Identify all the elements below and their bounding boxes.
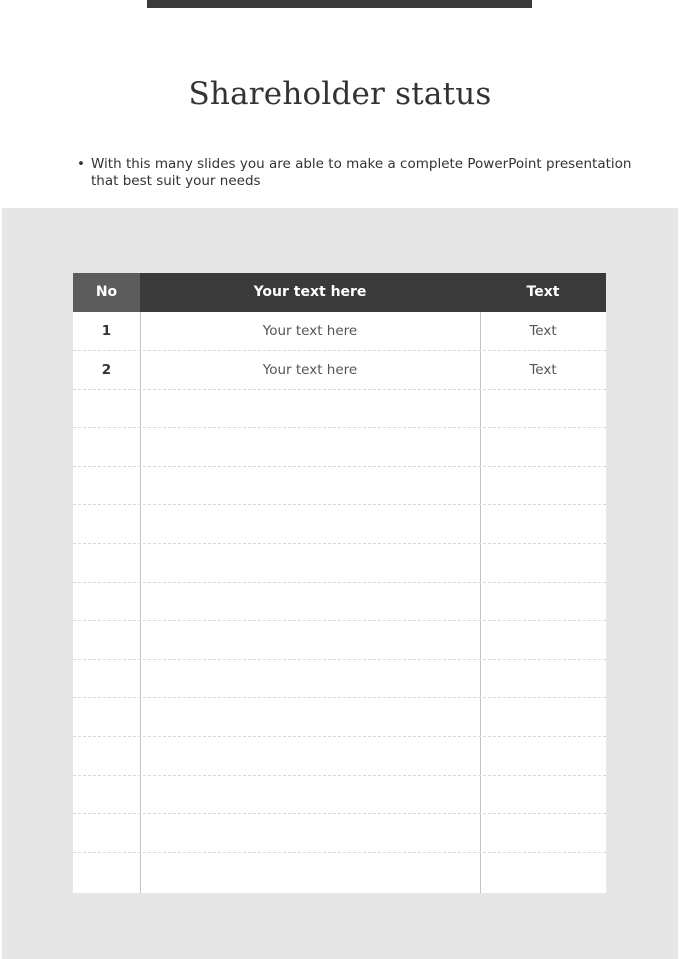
- table-row: [73, 659, 606, 698]
- cell-main: [140, 852, 480, 890]
- cell-main: [140, 621, 480, 659]
- cell-text: [480, 659, 606, 697]
- cell-no: [73, 389, 140, 427]
- cell-text: [480, 698, 606, 736]
- cell-no: [73, 621, 140, 659]
- cell-no: [73, 466, 140, 504]
- cell-main: [140, 389, 480, 427]
- header-text: Text: [526, 284, 560, 300]
- cell-no: 1: [101, 323, 112, 339]
- cell-main: [140, 814, 480, 852]
- cell-no: [73, 775, 140, 813]
- cell-text: [480, 544, 606, 582]
- table-row: [73, 389, 606, 428]
- bullet-point: [77, 156, 637, 190]
- bullet-text: With this many slides you are able to make a complete PowerPoint presentation that best suit your needs: [91, 156, 632, 189]
- table-row: [73, 582, 606, 621]
- table-row: [73, 351, 606, 390]
- cell-text: [480, 389, 606, 427]
- cell-text: [480, 466, 606, 504]
- table-row: [73, 544, 606, 583]
- table-row: [73, 621, 606, 660]
- cell-no: [73, 814, 140, 852]
- cell-main: [140, 659, 480, 697]
- cell-no: [73, 544, 140, 582]
- cell-text: [480, 852, 606, 890]
- cell-no: 2: [101, 361, 112, 378]
- table-row: [73, 852, 606, 890]
- cell-no: [73, 698, 140, 736]
- table-row: [73, 312, 606, 351]
- bullet-marker: •: [77, 156, 85, 172]
- shareholder-table: [73, 273, 606, 893]
- table-row: [73, 428, 606, 467]
- cell-main: [140, 466, 480, 504]
- cell-main: Your text here: [262, 361, 358, 378]
- top-accent-bar: [147, 0, 532, 8]
- cell-main: [140, 428, 480, 466]
- cell-main: [140, 737, 480, 775]
- cell-text: [480, 621, 606, 659]
- cell-main: [140, 698, 480, 736]
- header-main: Your text here: [253, 284, 367, 300]
- table-row: [73, 466, 606, 505]
- cell-no: [73, 852, 140, 890]
- table-row: [73, 814, 606, 853]
- cell-text: [480, 775, 606, 813]
- cell-main: Your text here: [262, 323, 358, 339]
- table-row: [73, 737, 606, 776]
- cell-no: [73, 659, 140, 697]
- cell-text: [480, 582, 606, 620]
- cell-main: [140, 505, 480, 543]
- cell-text: [480, 814, 606, 852]
- cell-main: [140, 582, 480, 620]
- table-row: [73, 698, 606, 737]
- page-title: Shareholder status: [188, 76, 492, 112]
- cell-text: [480, 737, 606, 775]
- cell-main: [140, 775, 480, 813]
- table-header: [73, 273, 606, 312]
- cell-no: [73, 505, 140, 543]
- cell-no: [73, 428, 140, 466]
- table-row: [73, 775, 606, 814]
- cell-text: [480, 428, 606, 466]
- cell-text: [480, 505, 606, 543]
- cell-no: [73, 582, 140, 620]
- header-no: No: [73, 273, 140, 312]
- cell-no: [73, 737, 140, 775]
- cell-text: Text: [529, 323, 557, 339]
- table-row: [73, 505, 606, 544]
- cell-text: Text: [529, 361, 557, 378]
- cell-main: [140, 544, 480, 582]
